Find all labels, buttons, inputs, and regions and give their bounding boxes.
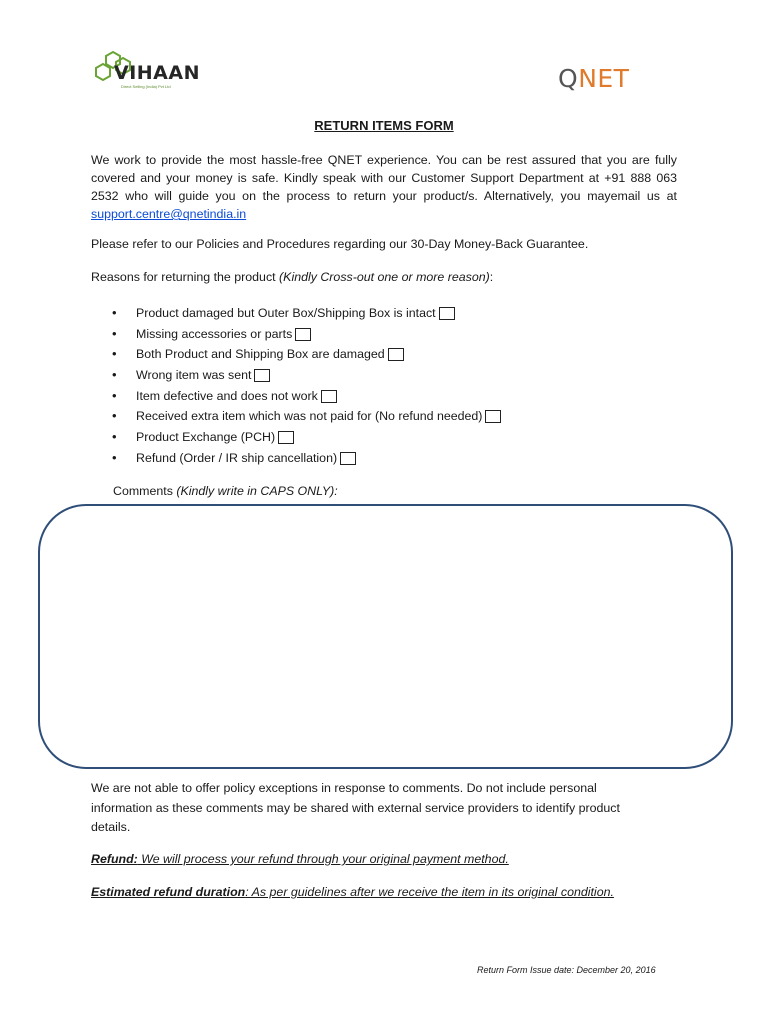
- intro-paragraph: [91, 151, 677, 223]
- refund-duration-note: [91, 885, 614, 899]
- reason-checkbox[interactable]: [321, 390, 337, 403]
- bullet-icon: •: [112, 408, 117, 424]
- reason-checkbox[interactable]: [340, 452, 356, 465]
- bullet-icon: •: [112, 325, 117, 341]
- form-title: RETURN ITEMS FORM: [314, 118, 454, 133]
- reason-checkbox[interactable]: [254, 369, 270, 382]
- reason-label: Received extra item which was not paid for (No refund needed): [136, 409, 483, 424]
- issue-date: Return Form Issue date: December 20, 2016: [477, 965, 656, 975]
- list-item: [112, 427, 501, 448]
- comments-box[interactable]: [38, 504, 733, 769]
- list-item: [112, 365, 501, 386]
- reason-label: Product damaged but Outer Box/Shipping Box is intact: [136, 306, 436, 320]
- refund-label: Refund:: [91, 852, 138, 866]
- qnet-logo: [558, 64, 629, 93]
- bullet-icon: •: [112, 346, 117, 362]
- reason-checkbox[interactable]: [295, 328, 311, 341]
- list-item: [112, 448, 501, 469]
- reasons-tail: :: [489, 270, 494, 284]
- list-item: [112, 303, 501, 324]
- support-email-link[interactable]: support.centre@qnetindia.in: [91, 207, 247, 221]
- intro-text: We work to provide the most hassle-free QNET experience. You can be rest assured that you are fully covered and your money is safe. Kindly speak with our Customer Support Department at +91 888 063 2532 who will guide you on the process to return your product/s. Alternatively, you mayemail us at: [91, 153, 677, 203]
- duration-text: : As per guidelines after we receive the item in its original condition.: [245, 885, 614, 899]
- vihaan-logo: [95, 50, 205, 94]
- bullet-icon: •: [112, 305, 117, 320]
- reason-label: Product Exchange (PCH): [136, 430, 276, 445]
- bullet-icon: •: [112, 429, 117, 445]
- comments-label: [113, 484, 338, 498]
- reason-checkbox[interactable]: [485, 410, 501, 423]
- list-item: [112, 324, 501, 345]
- comments-note: (Kindly write in CAPS ONLY):: [176, 484, 338, 498]
- qnet-logo-net: NET: [578, 64, 630, 93]
- disclaimer-text: We are not able to offer policy exceptions in response to comments. Do not include personal information as these comments may be shared with external service providers to identify product details.: [91, 781, 620, 834]
- bullet-icon: •: [112, 367, 117, 383]
- list-item: [112, 406, 501, 427]
- comments-lead: Comments: [113, 484, 177, 498]
- duration-label: Estimated refund duration: [91, 885, 246, 899]
- bullet-icon: •: [112, 387, 117, 403]
- vihaan-wordmark: VIHAAN: [114, 62, 200, 84]
- list-item: [112, 344, 501, 365]
- list-item: [112, 386, 501, 407]
- reasons-note: (Kindly Cross-out one or more reason): [279, 270, 490, 284]
- reason-list: [112, 303, 501, 469]
- reason-checkbox[interactable]: [278, 431, 294, 444]
- refund-note: [91, 852, 509, 866]
- refund-text: We will process your refund through your original payment method.: [137, 852, 509, 866]
- qnet-logo-q: Q: [558, 64, 579, 93]
- reason-label: Wrong item was sent: [136, 368, 252, 383]
- reason-label: Item defective and does not work: [136, 388, 318, 403]
- reasons-prompt: [91, 270, 493, 284]
- reason-checkbox[interactable]: [439, 307, 455, 320]
- bullet-icon: •: [112, 449, 117, 465]
- reasons-lead: Reasons for returning the product: [91, 270, 280, 284]
- reason-checkbox[interactable]: [388, 348, 404, 361]
- policy-text: Please refer to our Policies and Procedures regarding our 30-Day Money-Back Guarantee.: [91, 237, 589, 251]
- vihaan-tagline: Direct Selling (India) Pvt Ltd: [121, 84, 171, 89]
- reason-label: Missing accessories or parts: [136, 326, 293, 341]
- reason-label: Refund (Order / IR ship cancellation): [136, 450, 338, 465]
- reason-label: Both Product and Shipping Box are damaged: [136, 347, 385, 362]
